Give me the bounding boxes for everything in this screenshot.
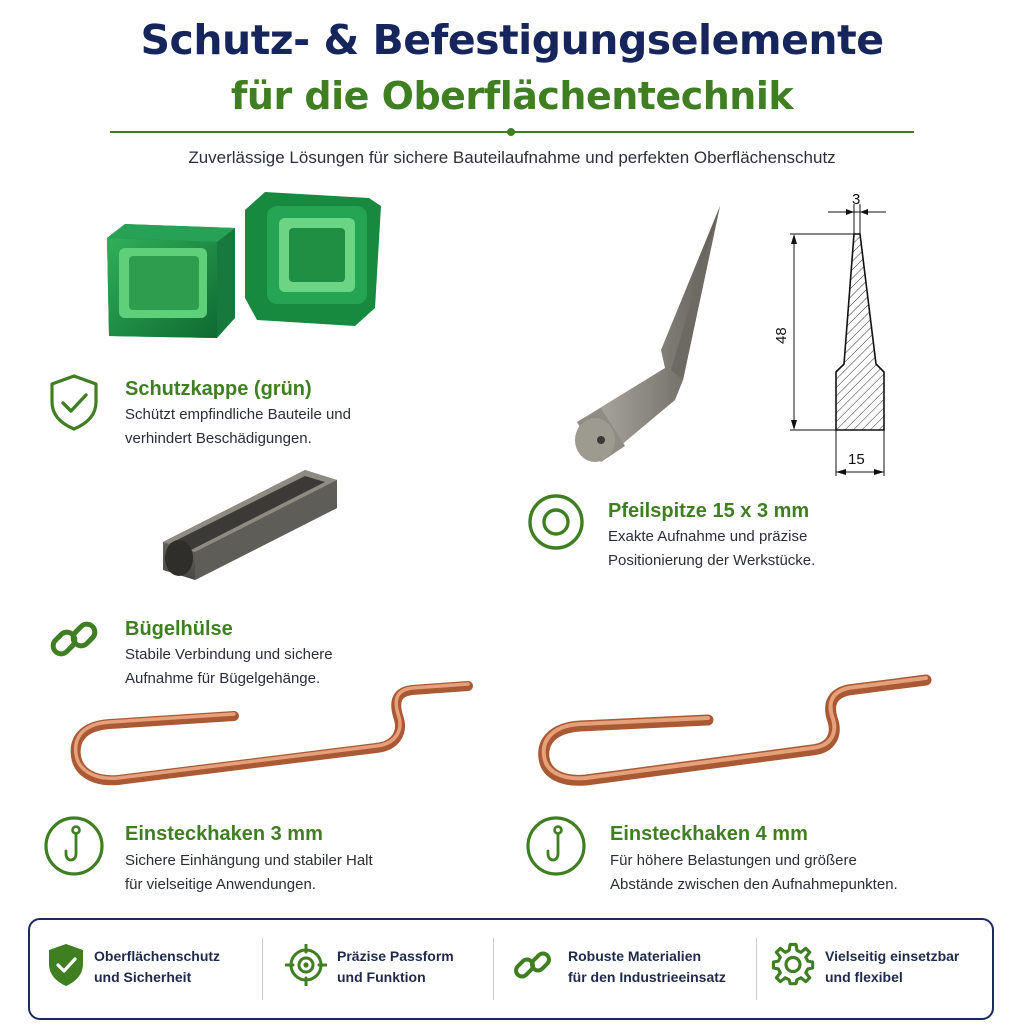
- dim-top-width: 3: [852, 191, 861, 208]
- hook-icon: [42, 814, 106, 878]
- benefit-item: [757, 920, 992, 1018]
- benefit-item: [30, 920, 262, 1018]
- chain-link-icon: [512, 944, 554, 986]
- schutzkappe-description: Schützt empfindliche Bauteile und verhindert Beschädigungen.: [125, 406, 351, 447]
- page-title: Schutz- & Befestigungselemente: [140, 16, 884, 64]
- benefit-item: [494, 920, 756, 1018]
- buegelhuelse-image: [155, 462, 345, 592]
- einsteckhaken-4mm-image: [530, 668, 940, 798]
- tagline: Zuverlässige Lösungen für sichere Bauteilaufnahme und perfekten Oberflächenschutz: [188, 148, 836, 167]
- buegelhuelse-heading: Bügelhülse: [125, 618, 233, 640]
- title-divider-dot: [507, 128, 515, 136]
- pfeilspitze-drawing: [766, 186, 906, 482]
- einsteckhaken-4mm-heading: Einsteckhaken 4 mm: [610, 823, 808, 845]
- dim-base-width: 15: [848, 451, 865, 468]
- einsteckhaken-3mm-image: [60, 672, 490, 802]
- benefit-text: Robuste Materialien für den Industrieeinsatz: [568, 948, 726, 985]
- pfeilspitze-image: [565, 200, 735, 470]
- benefit-text: Oberflächenschutz und Sicherheit: [94, 948, 221, 985]
- benefits-bar: [28, 918, 994, 1020]
- benefit-text: Präzise Passform und Funktion: [337, 948, 454, 985]
- page-subtitle-green: für die Oberflächentechnik: [230, 74, 794, 118]
- einsteckhaken-3mm-description: Sichere Einhängung und stabiler Halt für vielseitige Anwendungen.: [125, 852, 373, 893]
- pfeilspitze-description: Exakte Aufnahme und präzise Positionierung der Werkstücke.: [608, 528, 816, 569]
- pfeilspitze-heading: Pfeilspitze 15 x 3 mm: [608, 500, 810, 522]
- dim-height: 48: [773, 327, 790, 344]
- benefit-text: Vielseitig einsetzbar und flexibel: [825, 948, 960, 985]
- schutzkappe-heading: Schutzkappe (grün): [125, 378, 312, 400]
- target-circle-icon: [526, 492, 586, 552]
- benefit-item: [263, 920, 493, 1018]
- chain-link-icon: [46, 611, 102, 667]
- einsteckhaken-3mm-heading: Einsteckhaken 3 mm: [125, 823, 323, 845]
- crosshair-icon: [285, 944, 327, 986]
- shield-check-icon: [46, 372, 102, 432]
- schutzkappe-image: [95, 188, 385, 358]
- hook-icon: [524, 814, 588, 878]
- einsteckhaken-4mm-description: Für höhere Belastungen und größere Abstände zwischen den Aufnahmepunkten.: [610, 852, 898, 893]
- shield-check-icon: [46, 942, 86, 988]
- buegelhuelse-description: Stabile Verbindung und sichere Aufnahme für Bügelgehänge.: [125, 646, 333, 687]
- gear-icon: [771, 942, 815, 986]
